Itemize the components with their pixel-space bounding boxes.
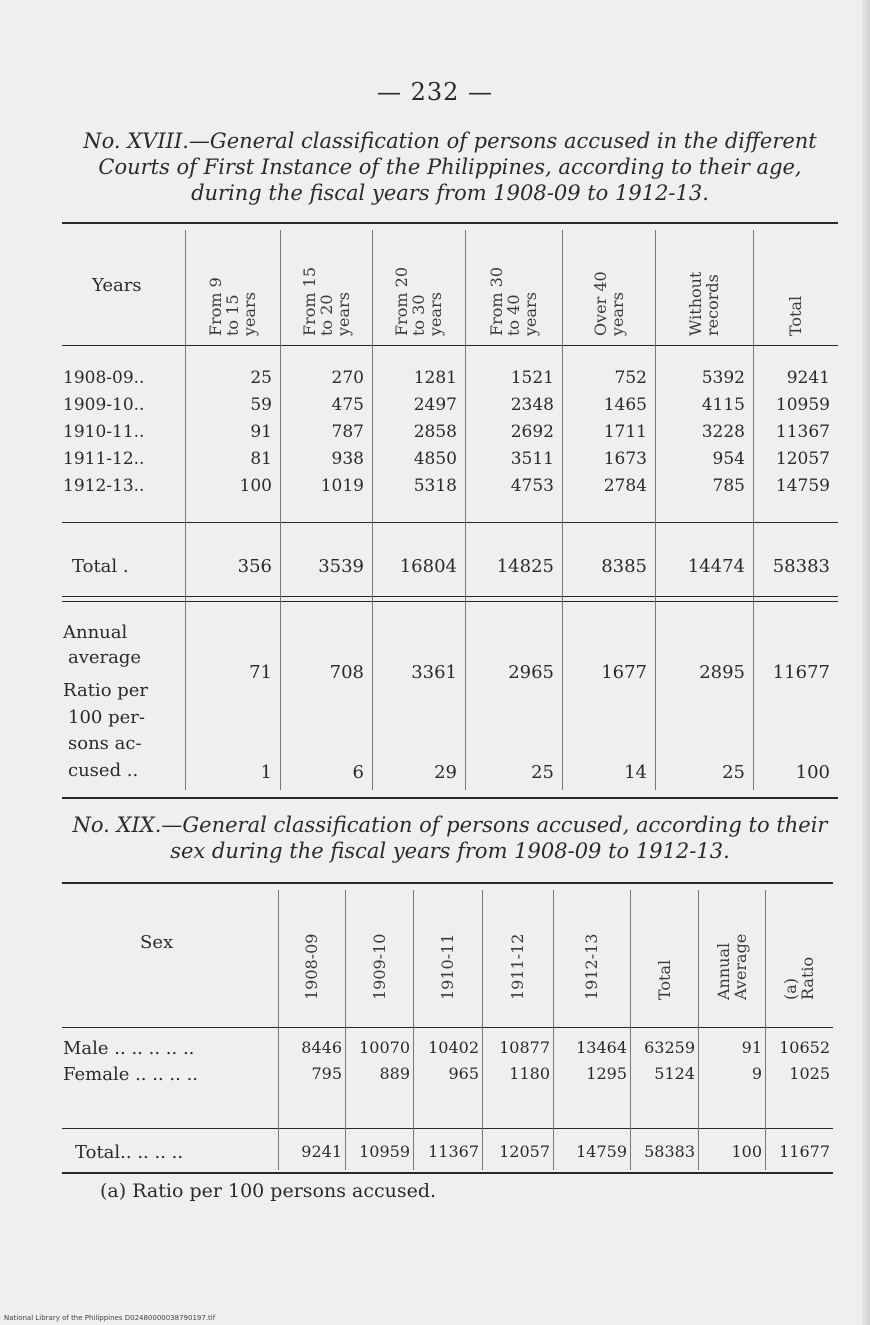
table19-cell: 8446 [301,1038,342,1057]
table18-col-header-line: to 40 [504,294,523,336]
table18-total-cell: 16804 [399,556,457,577]
table18-row-label: 1908-09.. [63,368,145,388]
table19-total-cell: 11677 [779,1142,830,1161]
table18-column-divider [372,230,373,790]
table19-column-divider [482,890,483,1170]
table18-col-header-line: to 30 [409,294,428,336]
table19-cell: 1180 [509,1064,550,1083]
table18-cell: 2784 [603,476,647,496]
page-edge [862,0,870,1325]
table18-col-header [393,267,444,336]
table19-cell: 63259 [644,1038,695,1057]
table18-header-years: Years [92,275,142,296]
page-number: — 232 — [376,78,494,106]
table19-total-cell: 58383 [644,1142,695,1161]
table18-col-header-line: years [333,292,353,336]
table18-ratio-cell: 14 [624,762,647,783]
table18-cell: 14759 [775,476,830,496]
table19-cell: 9 [751,1064,762,1083]
table19-cell: 91 [741,1038,762,1057]
table18-col-header [787,296,804,336]
table18-bottom-rule [62,797,838,799]
table19-caption-line-1: No. XIX.—General classification of persons accused, according to their [72,813,828,837]
table19-col-header [656,960,673,1000]
table18-ratio-label: Ratio per [63,680,149,701]
table19-col-header-line: Average [730,933,750,1000]
table18-total-cell: 14825 [496,556,554,577]
table18-column-divider [185,230,186,790]
table18-cell: 1281 [413,368,457,388]
table18-col-header-line: From 30 [487,267,506,336]
table18-caption-lead: No. XVIII.— [83,129,210,153]
table18-cell: 954 [712,449,745,469]
table18-cell: 787 [331,422,364,442]
table19-column-divider [278,890,279,1170]
table18-cell: 3228 [701,422,745,442]
table19-column-divider [345,890,346,1170]
table18-column-divider [655,230,656,790]
table19-col-header-line: 1911-12 [508,933,527,1000]
table18-cell: 12057 [775,449,830,469]
table19-col-header-line: Annual [713,942,733,1000]
table18-col-header-line: years [521,292,540,336]
table19-caption-lead: No. XIX.— [72,813,183,837]
table19-cell: 10877 [499,1038,550,1057]
table18-column-divider [562,230,563,790]
table18-cell: 5318 [413,476,457,496]
table18-cell: 4115 [701,395,745,415]
table19-cell: 1295 [586,1064,627,1083]
table18-column-divider [465,230,466,790]
table18-caption-line-3: during the fiscal years from 1908-09 to 1912-13. [191,181,709,205]
table19-total-cell: 12057 [499,1142,550,1161]
table18-row-label: 1909-10.. [63,395,145,415]
table19-cell: 965 [448,1064,479,1083]
table18-cell: 100 [239,476,272,496]
table19-subtotal-rule [62,1128,833,1129]
table19-col-header [303,934,320,1000]
table18-col-header-line: to 20 [316,294,336,336]
table18-cell: 10959 [775,395,830,415]
table19-col-header [715,934,749,1000]
table18-col-header [687,272,721,336]
table18-cell: 9241 [786,368,830,388]
table18-col-header-line: records [703,274,722,336]
table18-annual-cell: 1677 [601,662,647,683]
table18-cell: 2348 [510,395,554,415]
table18-col-header-line: Total [786,295,805,336]
table18-ratio-label: sons ac- [68,733,142,754]
table18-total-cell: 14474 [687,556,745,577]
table18-col-header [488,267,539,336]
table18-ratio-cell: 25 [531,762,554,783]
table18-ratio-label: 100 per- [68,707,145,728]
table19-total-cell: 10959 [359,1142,410,1161]
table19-cell: 10070 [359,1038,410,1057]
table18-col-header-line: years [607,292,627,336]
table18-cell: 1711 [603,422,647,442]
table19-cell: 795 [311,1064,342,1083]
table18-annual-label: average [68,647,142,668]
table19-header-sex: Sex [140,932,174,953]
table18-cell: 1019 [320,476,364,496]
table19-column-divider [553,890,554,1170]
table19-col-header [509,934,526,1000]
table18-cell: 81 [250,449,272,469]
table19-caption [60,812,840,864]
table19-header-rule [62,1027,833,1028]
table19-row-label: Female .. .. .. .. [63,1064,199,1085]
table18-cell: 91 [250,422,272,442]
table19-col-header-line: 1908-09 [302,933,321,1000]
table19-col-header-line: 1910-11 [438,933,457,1000]
table19-col-header [583,934,600,1000]
table19-total-cell: 14759 [576,1142,627,1161]
table18-cell: 2692 [510,422,554,442]
table18-total-cell: 58383 [772,556,830,577]
table19-total-cell: 11367 [428,1142,479,1161]
table19-cell: 10402 [428,1038,479,1057]
table18-cell: 3511 [510,449,554,469]
table18-cell: 4850 [413,449,457,469]
table19-col-header [439,934,456,1000]
table18-caption-line-2: Courts of First Instance of the Philippines, according to their age, [98,155,802,179]
table19-col-header-line: Total [654,959,674,1000]
table18-annual-cell: 11677 [772,662,830,683]
table19-col-header-line: 1912-13 [582,933,601,1000]
table18-top-rule [62,222,838,224]
table19-col-header-line: (a) [781,977,800,1000]
table18-col-header-line: years [240,292,259,336]
table19-cell: 13464 [576,1038,627,1057]
table18-cell: 1465 [603,395,647,415]
table18-cell: 2858 [413,422,457,442]
table18-col-header-line: From 9 [206,277,225,336]
table19-col-header-line: 1909-10 [369,933,389,1000]
table18-col-header [592,271,626,336]
table18-col-header-line: Without [686,271,705,336]
table18-cell: 270 [331,368,364,388]
table19-total-cell: 100 [731,1142,762,1161]
table19-cell: 10652 [779,1038,830,1057]
table18-col-header-line: From 15 [299,267,319,336]
table18-cell: 2497 [413,395,457,415]
table18-cell: 785 [712,476,745,496]
table18-col-header [207,277,258,336]
table18-ratio-cell: 100 [795,762,830,783]
table18-annual-cell: 3361 [411,662,457,683]
table19-column-divider [698,890,699,1170]
table19-column-divider [765,890,766,1170]
table18-annual-label: Annual [63,622,128,643]
table18-subtotal-rule [62,522,838,523]
table18-total-cell: 8385 [601,556,647,577]
table19-bottom-rule [62,1172,833,1174]
table19-total-label: Total.. .. .. .. [75,1142,184,1163]
table18-total-cell: 3539 [318,556,364,577]
table19-col-header-line: Ratio [798,956,817,1000]
table18-cell: 5392 [701,368,745,388]
table19-top-rule [62,882,833,884]
table18-col-header [301,267,352,336]
table18-caption-line-1: No. XVIII.—General classification of persons accused in the different [83,129,817,153]
table18-cell: 475 [331,395,364,415]
table18-col-header-line: years [426,292,445,336]
table18-ratio-cell: 6 [352,762,364,783]
table19-cell: 1025 [789,1064,830,1083]
table18-row-label: 1910-11.. [63,422,145,442]
table18-col-header-line: to 15 [223,294,242,336]
table18-ratio-cell: 1 [260,762,272,783]
table18-cell: 938 [331,449,364,469]
table18-col-header-line: From 20 [392,267,411,336]
table18-column-divider [280,230,281,790]
table18-total-rule-b [62,601,838,602]
table19-column-divider [630,890,631,1170]
table18-cell: 752 [614,368,647,388]
table18-cell: 11367 [775,422,830,442]
table18-cell: 1521 [510,368,554,388]
table18-total-rule-a [62,596,838,597]
table18-annual-cell: 2965 [508,662,554,683]
table18-annual-cell: 2895 [699,662,745,683]
table18-annual-cell: 708 [329,662,364,683]
table18-ratio-cell: 25 [722,762,745,783]
table19-caption-line-2: sex during the fiscal years from 1908-09 to 1912-13. [170,839,730,863]
footnote: (a) Ratio per 100 persons accused. [100,1180,437,1202]
table18-ratio-label: cused .. [68,760,139,781]
table18-cell: 25 [250,368,272,388]
table18-caption [60,128,840,206]
table19-row-label: Male .. .. .. .. .. [63,1038,195,1059]
table19-cell: 889 [379,1064,410,1083]
table18-annual-cell: 71 [249,662,272,683]
table19-total-cell: 9241 [301,1142,342,1161]
table18-col-header-line: Over 40 [590,271,610,336]
table19-col-header [782,957,816,1000]
table19-cell: 5124 [654,1064,695,1083]
table18-column-divider [753,230,754,790]
table18-ratio-cell: 29 [434,762,457,783]
table19-col-header [371,934,388,1000]
table18-cell: 4753 [510,476,554,496]
table19-column-divider [413,890,414,1170]
table18-cell: 1673 [603,449,647,469]
table18-row-label: 1911-12.. [63,449,145,469]
table18-total-label: Total . [72,556,129,577]
table18-total-cell: 356 [237,556,272,577]
scan-credit: National Library of the Philippines D02480000038790197.tif [4,1314,216,1322]
table18-row-label: 1912-13.. [63,476,145,496]
table18-cell: 59 [250,395,272,415]
table18-header-rule [62,345,838,346]
